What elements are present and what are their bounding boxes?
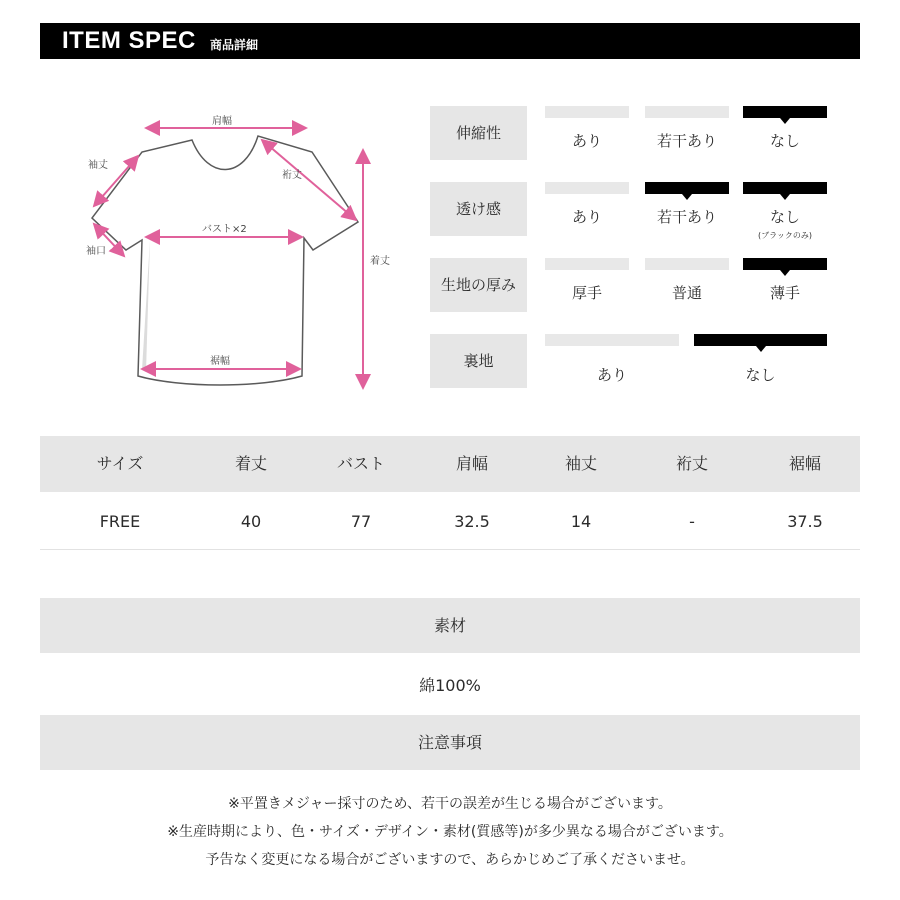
material-value: 綿100% xyxy=(419,676,481,695)
label-length: 着丈 xyxy=(370,256,390,267)
size-cell: - xyxy=(689,512,695,531)
label-hem: 裾幅 xyxy=(210,356,230,367)
option-text: 厚手 xyxy=(571,284,602,302)
option-text: 薄手 xyxy=(769,284,800,302)
spec-label-thickness: 生地の厚み xyxy=(430,258,527,312)
spec-label-sheerness: 透け感 xyxy=(430,182,527,236)
spec-row-thickness xyxy=(430,258,860,314)
spec-label-stretch: 伸縮性 xyxy=(430,106,527,160)
spec-option xyxy=(545,258,629,314)
option-text: あり xyxy=(571,132,602,150)
spec-option-selected xyxy=(743,258,827,314)
tshirt-diagram-svg xyxy=(80,100,420,400)
option-text: あり xyxy=(571,208,602,226)
size-cell: 40 xyxy=(240,512,262,531)
size-header-cell: サイズ xyxy=(96,454,144,473)
spec-row-lining xyxy=(430,334,860,390)
option-text: 若干あり xyxy=(656,132,717,150)
header-subtitle: 商品詳細 xyxy=(210,38,259,52)
option-text: 普通 xyxy=(671,284,702,302)
option-bar-selected xyxy=(645,182,729,194)
option-text: 若干あり xyxy=(656,208,717,226)
option-bar-selected xyxy=(743,182,827,194)
notes-text xyxy=(40,790,860,874)
size-cell: FREE xyxy=(99,512,141,531)
material-heading: 素材 xyxy=(40,598,860,653)
option-bar xyxy=(545,182,629,194)
size-cell: 14 xyxy=(570,512,592,531)
option-text: なし xyxy=(745,366,776,384)
note-line: 予告なく変更になる場合がございますので、あらかじめご了承くださいませ。 xyxy=(205,852,695,868)
option-bar xyxy=(545,106,629,118)
label-cuff: 袖口 xyxy=(86,246,106,257)
spec-option-selected xyxy=(645,182,729,238)
spec-row-sheerness xyxy=(430,182,860,238)
measurement-diagram xyxy=(80,100,420,400)
option-bar-selected xyxy=(743,258,827,270)
spec-option xyxy=(545,182,629,238)
size-header-cell: 裄丈 xyxy=(675,454,708,473)
item-spec-header xyxy=(40,23,860,59)
size-header-cell: 袖丈 xyxy=(564,454,597,473)
label-sleeve-length: 袖丈 xyxy=(88,160,108,171)
option-text: なし xyxy=(769,208,800,226)
option-text: なし xyxy=(769,132,800,150)
size-header-cell: 着丈 xyxy=(234,454,267,473)
option-bar xyxy=(545,334,679,346)
option-bar xyxy=(545,258,629,270)
option-note: (ブラックのみ) xyxy=(757,231,813,240)
size-cell: 32.5 xyxy=(454,512,490,531)
note-line: ※平置きメジャー採寸のため、若干の誤差が生じる場合がございます。 xyxy=(228,796,672,812)
tshirt-outline xyxy=(92,136,358,385)
size-table-row xyxy=(40,492,860,550)
spec-option-selected xyxy=(743,106,827,162)
spec-label-lining: 裏地 xyxy=(430,334,527,388)
size-header-cell: 肩幅 xyxy=(455,454,488,473)
spec-option-selected xyxy=(743,182,827,238)
spec-option xyxy=(645,258,729,314)
spec-option xyxy=(545,334,679,390)
option-text: あり xyxy=(596,366,627,384)
size-header-cell: バスト xyxy=(336,454,385,473)
option-bar-selected xyxy=(743,106,827,118)
size-header-cell: 裾幅 xyxy=(788,454,821,473)
note-line: ※生産時期により、色・サイズ・デザイン・素材(質感等)が多少異なる場合がございます。 xyxy=(167,824,733,840)
spec-option xyxy=(645,106,729,162)
spec-row-stretch xyxy=(430,106,860,162)
spec-option xyxy=(545,106,629,162)
option-bar xyxy=(645,106,729,118)
label-yuki: 裄丈 xyxy=(282,170,302,181)
option-bar-selected xyxy=(694,334,827,346)
notes-heading: 注意事項 xyxy=(40,715,860,770)
size-cell: 77 xyxy=(350,512,372,531)
option-bar xyxy=(645,258,729,270)
size-table-header xyxy=(40,436,860,492)
header-title: ITEM SPEC xyxy=(62,27,196,54)
label-bust: バスト×2 xyxy=(202,224,247,235)
spec-option-selected xyxy=(694,334,827,390)
size-cell: 37.5 xyxy=(787,512,823,531)
label-shoulder: 肩幅 xyxy=(212,116,232,127)
